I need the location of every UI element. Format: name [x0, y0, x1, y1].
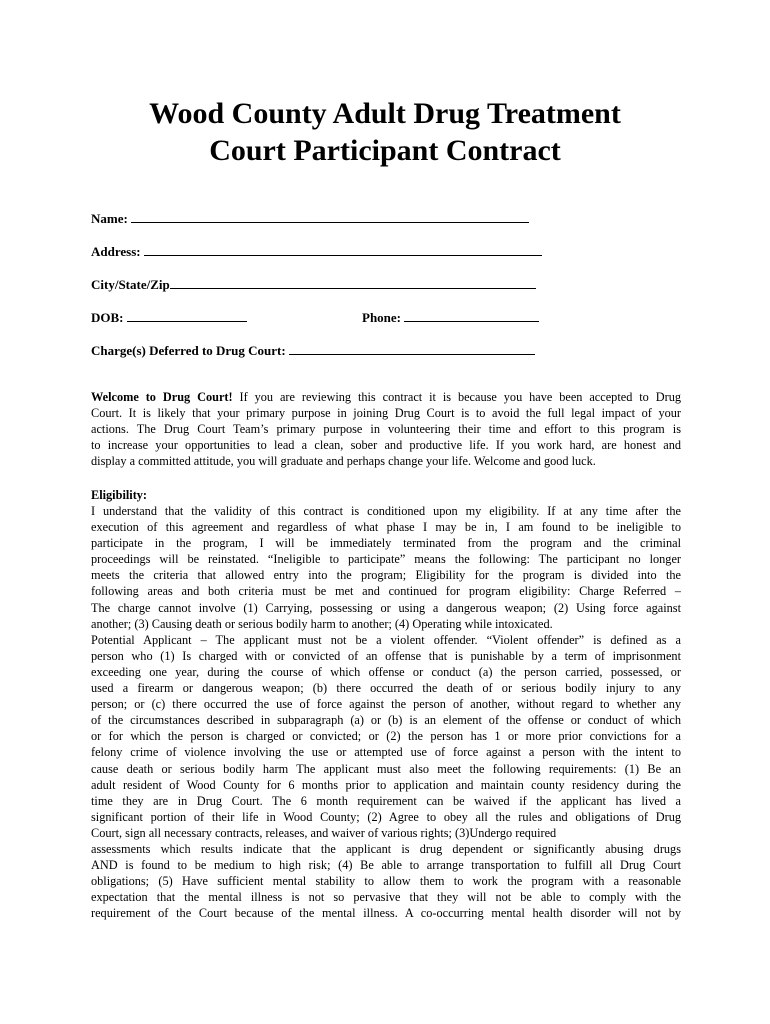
- eligibility-line: following areas and both criteria must be met and continued for program eligibility: Charge Referred –: [91, 584, 681, 599]
- city-state-zip-label: City/State/Zip: [91, 277, 170, 292]
- city-state-zip-field-row: [91, 276, 536, 293]
- eligibility-line: person who (1) Is charged with or convicted of an offense that is punishable by a term of imprisonment: [91, 648, 681, 663]
- eligibility-line: expectation that the mental illness is not so pervasive that they will not be able to comply with the: [91, 890, 681, 905]
- name-label: Name:: [91, 211, 128, 226]
- document-title: [60, 95, 710, 169]
- charges-blank: [289, 342, 535, 355]
- eligibility-line: significant portion of their life in Wood County; (2) Agree to obey all the rules and obligations of Drug: [91, 809, 681, 824]
- eligibility-line: of the circumstances described in subparagraph (a) or (b) is an element of the offense or conduct of which: [91, 713, 681, 728]
- welcome-line: to increase your opportunities to lead a clean, sober and productive life. If you work hard, are honest and: [91, 438, 681, 453]
- eligibility-line: or for which the person is charged or convicted; or (2) the person has 1 or more prior convictions for a: [91, 729, 681, 744]
- eligibility-line: person; or (c) there occurred the use of force against the person of another, without regard to whether any: [91, 697, 681, 712]
- address-field-row: [91, 243, 542, 260]
- eligibility-line: I understand that the validity of this contract is conditioned upon my eligibility. If at any time after the: [91, 504, 681, 518]
- title-line-2: Court Participant Contract: [209, 134, 561, 167]
- eligibility-line: another; (3) Causing death or serious bodily harm to another; (4) Operating while intoxicated.: [91, 616, 553, 631]
- eligibility-line: assessments which results indicate that the applicant is drug dependent or significantly abusing drugs: [91, 841, 681, 856]
- welcome-line: actions. The Drug Court Team’s primary purpose in volunteering their time and effort to this program is: [91, 422, 681, 437]
- dob-blank: [127, 309, 247, 322]
- eligibility-heading: Eligibility:: [91, 488, 148, 502]
- eligibility-line: exceeding one year, during the course of which offense or conduct (a) the person carried, possessed, or: [91, 664, 681, 679]
- welcome-lead: Welcome to Drug Court!: [91, 390, 233, 404]
- eligibility-line: execution of this agreement and regardless of what phase I may be in, I am found to be ineligible to: [91, 520, 681, 535]
- eligibility-line: cause death or serious bodily harm The applicant must also meet the following requirements: (1) Be an: [91, 761, 681, 776]
- eligibility-line: AND is found to be medium to high risk; (4) Be able to arrange transportation to fulfill all Drug Court: [91, 858, 681, 873]
- welcome-paragraph: [91, 389, 681, 469]
- eligibility-line: Court, sign all necessary contracts, releases, and waiver of various rights; (3)Undergo required: [91, 825, 557, 840]
- dob-label: DOB:: [91, 310, 124, 325]
- phone-blank: [404, 309, 539, 322]
- eligibility-line: meets the criteria that allowed entry into the program; Eligibility for the program is divided into the: [91, 568, 681, 583]
- eligibility-line: Potential Applicant – The applicant must not be a violent offender. “Violent offender” is defined as a: [91, 632, 681, 647]
- charges-field-row: [91, 342, 535, 359]
- eligibility-line: proceedings will be reinstated. “Ineligible to participate” means the following: The participant no longer: [91, 552, 681, 567]
- eligibility-line: time they are in Drug Court. The 6 month requirement can be waived if the applicant has lived a: [91, 793, 681, 808]
- welcome-line-text: If you are reviewing this contract it is because you have been accepted to Drug: [232, 390, 681, 404]
- welcome-line: [91, 389, 681, 405]
- eligibility-line: requirement of the Court because of the mental illness. A co-occurring mental health disorder will not by: [91, 906, 681, 921]
- eligibility-line: participate in the program, I will be immediately terminated from the program and the criminal: [91, 536, 681, 551]
- eligibility-paragraph: [91, 503, 681, 921]
- phone-label: Phone:: [362, 310, 401, 325]
- dob-field-row: [91, 309, 247, 326]
- eligibility-line: used a firearm or dangerous weapon; (b) there occurred the death of or serious bodily injury to any: [91, 681, 681, 696]
- eligibility-line: obligations; (5) Have sufficient mental stability to allow them to work the program with a reasonable: [91, 874, 681, 889]
- title-line-1: Wood County Adult Drug Treatment: [149, 97, 621, 130]
- address-blank: [144, 243, 542, 256]
- charges-label: Charge(s) Deferred to Drug Court:: [91, 343, 286, 358]
- city-state-zip-blank: [170, 276, 536, 289]
- address-label: Address:: [91, 244, 141, 259]
- phone-field-row: [362, 309, 539, 326]
- eligibility-line: The charge cannot involve (1) Carrying, possessing or using a dangerous weapon; (2) Using force against: [91, 600, 681, 615]
- welcome-line: Court. It is likely that your primary purpose in joining Drug Court is to avoid the full legal impact of your: [91, 406, 681, 421]
- name-field-row: [91, 210, 529, 227]
- welcome-line: display a committed attitude, you will graduate and perhaps change your life. Welcome and good luck.: [91, 454, 596, 469]
- eligibility-line: adult resident of Wood County for 6 months prior to application and maintain county residency during the: [91, 777, 681, 792]
- eligibility-line: felony crime of violence involving the use or attempted use of force against a person with the intent to: [91, 745, 681, 760]
- name-blank: [131, 210, 529, 223]
